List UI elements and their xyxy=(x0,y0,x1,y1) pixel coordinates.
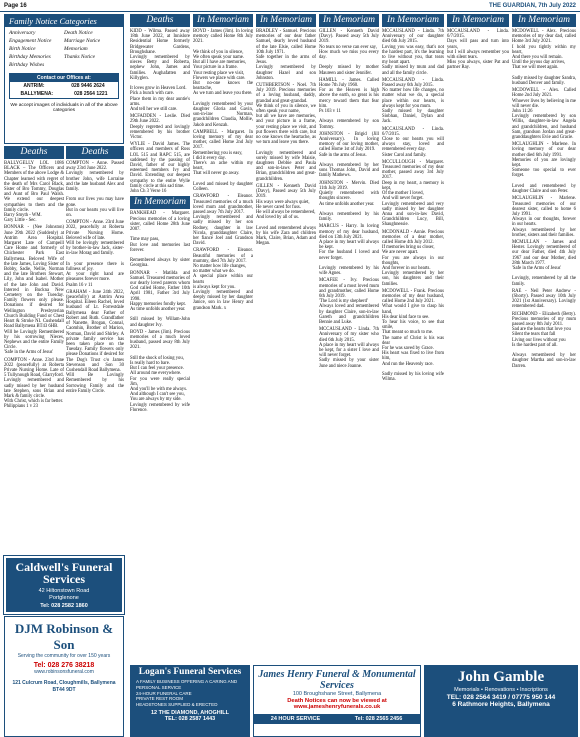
notice-hamill: HAMILL - James. Called Home 7th July 1960. For as the Heaven is high above the earth, so great is his mercy toward them that fear him. Ps 103 v 11 Always remembered by son Tommy. xyxy=(319,77,379,130)
logan-title: Logan's Funeral Services xyxy=(138,667,242,677)
notice-gillen: GILLEN - Kenneth David (Davy), Passed away 5th July 2019. His ways were always quiet, He never cared for fuss. He will always be remembered, And loved by all of us. Loved and remembered always by his wife Zara and children Mark, Claire, Brian, Adam and Megan. xyxy=(256,183,316,247)
column-2 xyxy=(66,146,124,554)
robinson-ad[interactable] xyxy=(4,616,124,737)
column-4 xyxy=(193,14,253,662)
notice-johnston: JOHNSTON - Brigid (Jill Anniversary). In loving memory of our loving mother, called Home 1st of July 2019. Safe in the arms of Jesus. Always remembered by her sons Thomas John, David and family Mathews. xyxy=(319,131,379,179)
category-item: Birthday Wishes xyxy=(9,62,45,68)
notice-ballygelly: BALLYGELLY LOL 1086 BLACK – The Officers and Members of the above Lodge & Chapter learned with regret of the death of Mrs Carol Black, Sister of Bro Tommy, Douglas and Aunt of Bro Paul Walsh. We extend our deepest sympathies to them and the family circle. Barry Smyth - WM. Gary Little - Sec. xyxy=(4,161,64,224)
column-5 xyxy=(256,14,316,662)
column-1 xyxy=(4,146,64,554)
notice-mccullough: MCCULLOUGH - Margaret. Treasured memories of my dear mother, passed away 3rd July 2017. Deep in my heart, a memory is kept, Of the mother I loved, And will never forget. Lovingly remembered and very sadly missed by her daughter Anna and son-in-law David, Grandchildren Lucy, Bill, Shaughnessie. xyxy=(382,159,444,228)
category-item: Marriage Notice xyxy=(64,38,101,44)
john-gamble-ad[interactable] xyxy=(424,665,578,737)
family-notice-box xyxy=(4,14,124,144)
logan-services xyxy=(130,677,250,710)
logan-address: 12 THE DIAMOND, AHOGHILL xyxy=(150,709,230,716)
notice-gillen: GILLEN - Kenneth David (Davy). Passed away 5th July 2019. No tears no verse can ever say, How much we miss you every day. Deeply missed by mother Maureen and sister Jennifer. xyxy=(319,29,379,76)
family-notice-title: Family Notice Categories xyxy=(5,15,123,27)
notice-boyd: BOYD - James (Jim). In loving memory called Home 8th July 2021. We think of you in silence, We often speak your name. But all I have are memories, Your picture in a frame. Your resting place we visit, Flowers we place with care. But no-one knows the heartache, As we turn and leave you there. Lovingly remembered by your daughter Gloria and Gavin, son-in-law Norman, grandchildren Claudia, Mollie, Jakob and Kenzah. xyxy=(193,29,253,128)
category-item: Anniversary xyxy=(9,30,36,36)
in-memoriam-header: In Memoriam xyxy=(382,14,444,27)
notice-cuthbertson: CUTHBERTSON - Noel. 7th July 2019. Precious memories of a loving husband, daddy, grandad and great-grandad. We think of you in silence, we often speak your name, but all we have are memories, and your picture in a frame, your resting place we visit, and put flowers there with care, but no one knows the heartache, as we turn and leave you there. Lovingly remembered and sorely missed by wife Maisie, daughters Debbie and Paula and son-in-laws Peter and Brian, grandchildren and great-grandchildren. xyxy=(256,83,316,182)
notice-compton: COMPTON - Anne. Passed away 23rd June 2022. Lovingly remembered by brother John, wife Lorraine and the late husband Alex and family. From our lives you may have gone. But in our hearts you will live on. xyxy=(66,161,124,219)
robinson-title: DJM Robinson & Son xyxy=(14,621,114,652)
notice-mcdowell: MCDOWELL - Alex. Precious memories of my dear dad, called Home 3rd July 2021. I hold you tightly within my heart, And there you will remain. Until the joyous day arrives, That we will meet again. Sadly missed by daughter Sandra, husband Denver and family. xyxy=(512,29,576,87)
notice-kidd: KIDD - Wilma. Passed away 18th June 2022, at Innislore Residential Home formerly Bridgewater Gardens, Broughshane. Lovingly remembered by nieces Betty and Roberta, nephew John, James and families. Aughafatten and Killyglen. It loves grow in Heaven Lord. Pick a bunch with care. Place them in my dear auntie's arms. And tell her we still care. xyxy=(130,29,190,113)
notice-bankhead: BANKHEAD - Margaret. Precious memories of a loving sister, called Home 28th June 2007. Time may pass, But love and memories last forever. Remembered always by sister Georgina. xyxy=(130,211,190,269)
caldwell-address: 42 Hiltonstown Road Portglenone xyxy=(38,588,90,601)
notice-mcdonald: MCDONALD - Annie. Precious memories of a dear mother, called Home 4th July 2012. If memories bring us closer, We are never apart. For you are always in our thoughts, And forever in our hearts. Lovingly remembered by her son, his daughters and their families. xyxy=(382,229,444,287)
james-henry-phone[interactable]: Tel: 028 2565 2456 xyxy=(354,716,403,722)
notice-mcmullan: MCMULLAN - James and Hester. Lovingly remembered of our dear Father, died 4th July 1967 and our dear Mother, died 28th March 1977. 'Safe in the Arms of Jesus' Lovingly, remembered by all the family. xyxy=(512,239,576,287)
accept-note: We accept images of individuals in all of the above categories xyxy=(10,103,118,113)
notice-rae: RAE - Neil Peter Andrew - (Shorty). Passed away 10th July 2021 (1st Anniversary). Lovingly remembered dad. xyxy=(512,288,576,310)
robinson-website[interactable]: www.robinsonsfuneral.com xyxy=(34,669,94,675)
john-gamble-address: 6 Rathmore Heights, Ballymena xyxy=(452,701,550,708)
caldwell-phone[interactable]: Tel: 028 2582 1860 xyxy=(40,603,88,609)
notice-compton: COMPTON - Anne. 23rd June 2022, peacefully at Roberta Private Nursing Home. Beloved wife of late. Will be lovingly remembered by brother-in-law Jack, sister-in-law Morag and family. In your presence there is fullness of joy. At your right hand are pleasures forever more. Psalm 16 v 11 xyxy=(66,220,124,288)
category-item: Thanks Notice xyxy=(64,54,95,60)
notice-boyd: BOYD - James (Jim). Precious memories of a much loved husband, passed away 8th July 2021. Still the shock of losing you, Is really hard to bare. But I can feel your presence. All around me everywhere. For you were really special Jim, And you'll be with me always. And although I can't see you, You are always by my side. Lovingly remembered by wife Florence. xyxy=(130,329,190,413)
column-8 xyxy=(447,14,509,662)
notice-marcus: MARCUS - Harry. In loving memory of my dear husband, died on 13th July 2021. A place in my heart will always be kept. For the husband I loved and never forget. Lovingly remembered by his wife Agnes. xyxy=(319,224,379,277)
caldwell-title: Caldwell's Funeral Services xyxy=(15,560,113,586)
notice-mccausland: MCCAUSLAND - Linda. Passed away 6th July 2015. No matter how life changes, no matter what we do, a special place within our hearts, is always kept for you mum. Sadly missed by daughter Siobhan, Daniel, Dylan and Jack. xyxy=(382,77,444,125)
robinson-address: 121 Culcrum Road, Cloughmills, Ballymena BT44 9DT xyxy=(12,680,116,693)
logan-service-item: A FAMILY BUSINESS OFFERING A CARING AND PERSONAL SERVICE xyxy=(136,679,238,690)
james-henry-24hr: 24 HOUR SERVICE xyxy=(270,716,321,722)
in-memoriam-header: In Memoriam xyxy=(319,14,379,27)
notice-graham: GRAHAM - June 24th 2022, (peacefully) at Antrim Area Hospital. Eileen Rachel, loved husband of Lt. Forrestdale Ballymena dear Father of Robert and Ruth. Grandfather of Nanette, Brogan, Connal, Caomhin, Brother of Marion, Norman, David and Shirley. A private family service has been taken place on the Tuesday. Family flowers only please Donations if desired for The Dog's Trust c/o James Stevenson and Son 30 Cushendall Road Ballymena. Will Be Lovingly Remembered by his Sorrowing Family and the entire Family Circle. xyxy=(66,289,124,394)
category-item: Birthday Memories xyxy=(9,54,51,60)
notice-wylie: WYLIE - David James. The officers and members of Ross LOL 515 and RAPC 515, are saddened by the passing of David, father of our highly esteemed members Ivy and David. Extending our deepest sympathy to the entire Wylie family circle at this sad time. John Ch 3 Verse 16 xyxy=(130,142,190,195)
logan-ad[interactable] xyxy=(130,665,250,737)
in-memoriam-header: In Memoriam xyxy=(193,14,253,27)
category-list xyxy=(5,27,123,71)
logan-service-item: HEADSTONES SUPPLIED & ERECTED xyxy=(136,702,218,708)
column-7 xyxy=(382,14,444,662)
james-henry-bar xyxy=(254,714,420,724)
john-gamble-subtitle: Memorials • Renovations • Inscriptions xyxy=(454,687,548,693)
notice-crawford: CRAWFORD - Eleanor. Beautiful memories of a mummy, died 7th July 2017. No matter how life changes, no matter what we do. A special place within our hearts is always kept for you. Lovingly remembered and deeply missed by her daughter Janice, son in law Henry and grandson Mark. x xyxy=(193,248,253,311)
james-henry-ad[interactable] xyxy=(253,665,421,737)
deaths-header: Deaths xyxy=(130,14,190,27)
notice-mclaughlin: MCLAUGHLIN - Marlene. In loving memory of our dear mother died 6th July 1991. Memories of you are lovingly kept. Someone too special to ever forget. Loved and remembered by daughter Claire and son Peter. xyxy=(512,142,576,195)
in-memoriam-header: In Memoriam xyxy=(256,14,316,27)
logan-phone[interactable]: TEL: 028 2587 1443 xyxy=(164,715,216,722)
column-9 xyxy=(512,14,576,662)
notice-bonnar: BONNAR - (Nee Johnston) June 29th 2022 (Suddenly) at Antrim Area Hospital. Margaret Late of Carnpeill Care Home and formerly of Chichester Park East Ballymena. Beloved Wife of the late James, Loving Sister of Bobby, Sadie, Nellie, Norman and the late Brothers Stewart, Lily, John and Isabel. Mother of the late John and David. Interred in Buckna New Cemetery on the Tuesday. Family flowers only please. Donations if desired for Wellington Presbyterian Church Building Fund or Chest Heart & Stroke NI. Cushendall Road Ballymena BT43 6HB. Will be Lovingly Remembered by his sorrowing Nieces, Nephews and the entire Family Circle. 'Safe in the Arms of Jesus' xyxy=(4,225,64,356)
robinson-phone[interactable]: Tel: 028 276 38218 xyxy=(33,662,95,669)
ballymena-phone[interactable]: 028 2564 1221 xyxy=(74,91,108,97)
contact-box xyxy=(9,73,119,99)
in-memoriam-header: In Memoriam xyxy=(447,14,509,27)
robinson-subtitle: Serving the community for over 150 years xyxy=(17,653,111,659)
notice-mcafee: MCAFEE - Ivy. Precious memories of a most loved mum and grandmother, called Home 6th July 2019. 'The Lord is my shepherd' Always loved and remembered by daughter Claire, son-in-law Gareth and grandchildren Bennie and Luke. xyxy=(319,278,379,325)
james-henry-title: James Henry Funeral & Monumental Services xyxy=(258,669,416,691)
notice-johnston: JOHNSTON - Mervin. Died 11th July 2019. Quietly remembered with thoughts sincere. As time unfolds another year. Always remembered by his family. xyxy=(319,180,379,223)
in-memoriam-header: In Memoriam xyxy=(130,196,190,209)
notice-mccausland: MCCAUSLAND - Linda. 6/7/2015. Days will pass and turn into years, but I will always remember you with silent tears. Miss you always, sister Pat and partner Ray. xyxy=(447,29,509,71)
notice-crawford: CRAWFORD - Eleanor. Treasured memories of a much loved mum and grandmother, passed away 7th July 2017. Lovingly remembered and sadly missed by her son Rodney, daughter in law Nicola, granddaughter Claire, her fiancé Joel and Grandson David. xyxy=(193,194,253,247)
antrim-phone-row xyxy=(10,82,118,90)
notice-mccausland: MCCAUSLAND - Linda. 6/7/2015. Close to our hearts you will always stay, loved and remembered every day. Sister Carol and family. xyxy=(382,126,444,158)
notice-bonnar: BONNAR - Matilda and Samuel. Treasured memories of our dearly loved parents whom God called Home, Father 10th April 1981, Father 3rd July 1998. Happy memories fondly kept. As time unfolds another year. Still missed by Willam-John and daughter Ivy. xyxy=(130,270,190,328)
logan-service-item: 24-HOUR FUNERAL CARE xyxy=(136,690,192,696)
notice-mccausland: MCCAUSLAND - Linda. 7th Anniversary of my sister who died 6th July 2015. A place in my heart will always be kept, for a sister I love and will never forget. Sadly missed by your sister June and niece Joanne. xyxy=(319,327,379,369)
caldwell-ad[interactable] xyxy=(4,556,124,614)
john-gamble-title: John Gamble xyxy=(457,669,545,685)
deaths-header: Deaths xyxy=(4,146,64,159)
notice-mcfadden: MCFADDEN - Leslie. Died 29th June 2022. Deeply regretted and lovingly remembered by his brother Victor. xyxy=(130,114,190,141)
james-henry-website[interactable]: Death Notices can now be viewed at www.jameshenryfunerals.co.uk xyxy=(287,698,387,710)
notice-mcdowell: MCDOWELL - Frank. Precious memories of my dear husband, called Home 2nd July 2021. What would I give to clasp his hand, His dear kind face to see. To hear his voice, to see that smile, That meant so much to me. The name of Christ is his was dear For he was saved by Grace. His heart was fixed to live from him, And run the Heavenly race. Sadly missed by his loving wife Wilma. xyxy=(382,288,444,383)
page-header-bar xyxy=(0,0,580,12)
ballymena-label: BALLYMENA: xyxy=(20,91,54,97)
john-gamble-phone[interactable]: TEL: 028 2564 3419 / 07775 950 144 xyxy=(446,694,556,701)
deaths-header: Deaths xyxy=(66,146,124,159)
james-henry-address: 100 Broughshane Street, Ballymena xyxy=(292,691,382,697)
in-memoriam-header: In Memoriam xyxy=(512,14,576,27)
column-3 xyxy=(130,14,190,662)
category-item: Death Notice xyxy=(64,30,93,36)
contact-title: Contact our Offices at: xyxy=(10,74,118,82)
logan-service-item: PRIVATE REST ROOM xyxy=(136,696,184,702)
antrim-phone[interactable]: 028 9446 2624 xyxy=(71,83,105,89)
notice-mcdowell: MCDOWELL - Alex. Called Home 2nd July 2021. Whoever lives by believing in me will never die. John 11:26 Lovingly remembered by son Willis, daughter-in-law Angela and grandchildren, and husband Sam, grandson Jordan and great-granddaughters Evie and Gracie. xyxy=(512,88,576,141)
category-item: Birth Notice xyxy=(9,46,36,52)
category-item: Engagement Notice xyxy=(9,38,52,44)
antrim-label: ANTRIM: xyxy=(23,83,45,89)
page-number: Page 16 xyxy=(4,3,27,9)
category-item: Memoriam xyxy=(64,46,88,52)
notice-campbell: CAMPBELL - Margaret. In loving memory of my dear mother, called Home 2nd July 2017. Remembering you is easy, I did it every day. There's an ache within my heart, That will never go away. Loved and missed by daughter Colleen. xyxy=(193,129,253,193)
column-6 xyxy=(319,14,379,662)
newspaper-title: THE GUARDIAN, 7th July 2022 xyxy=(488,3,576,9)
notice-bradley: BRADLEY - Samuel. Precious memories of our dear father Samuel, dearly loved husband of the late Elsie, called Home 10th July 1971. Safe together in the arms of Jesus. Lovingly remembered by daughter Hazel and son Johnston. xyxy=(256,29,316,81)
notice-compton: COMPTON - Anne. 23rd June 2022 (peacefully) at Roberta Private Nursing Home. Late of 5 Tullynough Road, Glarryford. Lovingly remembered and sadly missed by her husband late Stephen, sons Brian and Mark & family circle. With Christ, which is far better. Philippians 1 v 23 xyxy=(4,357,64,410)
notice-mccausland: MCCAUSLAND - Linda. 7th Anniversary of our daughter died 6th July 2015. Loving you was easy, that's not the hardest part, it's the learning to live without you, that tears my heart apart. Sadly missed by mum and dad and all the family circle. xyxy=(382,29,444,76)
notice-richmond: RICHMOND - Elizabeth (Betty). Precious memories of my mum passed away 8th July 2011. Sad are the hearts that love you Silent the tears that fall Living our lives without you Is the hardest part of all. Always remembered by her daughter Martha and son-in-law Darren. xyxy=(512,311,576,369)
notice-mclaughlin: MCLAUGHLIN - Marlene. Treasured memories of our dearest sister, called to home 6 July 1991. Always in our thoughts, forever in our hearts. Always remembered by her brother, sisters and their families. xyxy=(512,196,576,238)
ballymena-phone-row xyxy=(10,90,118,98)
